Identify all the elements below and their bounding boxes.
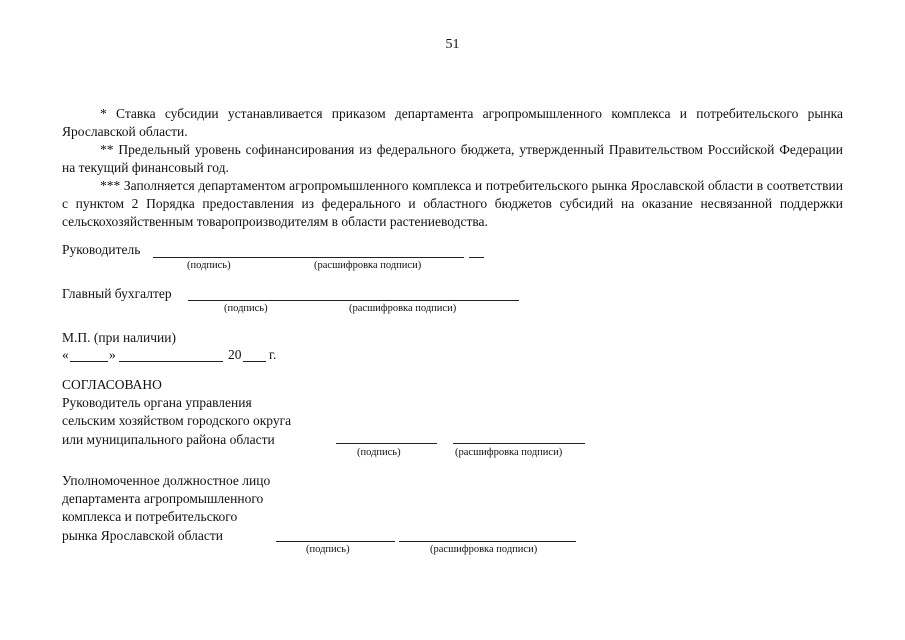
date-close-quote: » bbox=[109, 347, 116, 362]
authorized-name-line bbox=[399, 541, 576, 542]
head-signature-line bbox=[153, 257, 464, 258]
agreed-block bbox=[62, 376, 291, 449]
seal-label: М.П. (при наличии) bbox=[62, 330, 176, 345]
head-name-caption: (расшифровка подписи) bbox=[314, 260, 422, 271]
authorized-signature-line bbox=[276, 541, 395, 542]
footnote-3 bbox=[62, 177, 843, 231]
authorized-line-2: департамента агропромышленного bbox=[62, 491, 264, 507]
footnote-1 bbox=[62, 105, 843, 141]
page-number: 51 bbox=[445, 37, 460, 52]
footnote-1-text: * Ставка субсидии устанавливается приказом департамента агропромышленного комплекса и потребительского рынка Ярославской области. bbox=[62, 106, 843, 139]
agreed-sign-caption: (подпись) bbox=[357, 447, 401, 458]
head-label: Руководитель bbox=[62, 242, 141, 257]
agreed-line-1: Руководитель органа управления bbox=[62, 395, 252, 411]
authorized-sign-caption: (подпись) bbox=[306, 544, 350, 555]
date-year-prefix: 20 bbox=[228, 347, 242, 362]
accountant-sign-caption: (подпись) bbox=[224, 303, 268, 314]
head-sign-caption: (подпись) bbox=[187, 260, 231, 271]
agreed-line-2: сельским хозяйством городского округа bbox=[62, 413, 292, 429]
date-open-quote: « bbox=[62, 347, 69, 362]
footnote-2-text: ** Предельный уровень софинансирования из федерального бюджета, утвержденный Правительством Российской Федерации на текущий финансовый год. bbox=[62, 142, 843, 175]
agreed-title: СОГЛАСОВАНО bbox=[62, 377, 162, 392]
footnote-3-text: *** Заполняется департаментом агропромышленного комплекса и потребительского рынка Ярославской области в соответствии с пунктом 2 Порядка предоставления из федерального и областного бюджетов субсидий на оказание несвязанной поддержки сельскохозяйственным товаропроизводителям в области растениеводства. bbox=[62, 178, 843, 229]
accountant-signature-line bbox=[188, 300, 519, 301]
authorized-block bbox=[62, 472, 270, 545]
date-month-line bbox=[119, 361, 223, 362]
accountant-label: Главный бухгалтер bbox=[62, 286, 172, 301]
authorized-line-4: рынка Ярославской области bbox=[62, 527, 223, 543]
agreed-name-caption: (расшифровка подписи) bbox=[455, 447, 563, 458]
date-year-line bbox=[243, 361, 266, 362]
agreed-signature-line bbox=[336, 443, 437, 444]
date-day-line bbox=[70, 361, 108, 362]
agreed-line-3: или муниципального района области bbox=[62, 431, 275, 447]
authorized-line-1: Уполномоченное должностное лицо bbox=[62, 473, 271, 488]
footnote-2 bbox=[62, 141, 843, 177]
authorized-line-3: комплекса и потребительского bbox=[62, 509, 238, 525]
agreed-name-line bbox=[453, 443, 585, 444]
accountant-name-caption: (расшифровка подписи) bbox=[349, 303, 457, 314]
authorized-name-caption: (расшифровка подписи) bbox=[430, 544, 538, 555]
head-signature-line-end bbox=[469, 257, 484, 258]
date-year-suffix: г. bbox=[269, 347, 277, 362]
